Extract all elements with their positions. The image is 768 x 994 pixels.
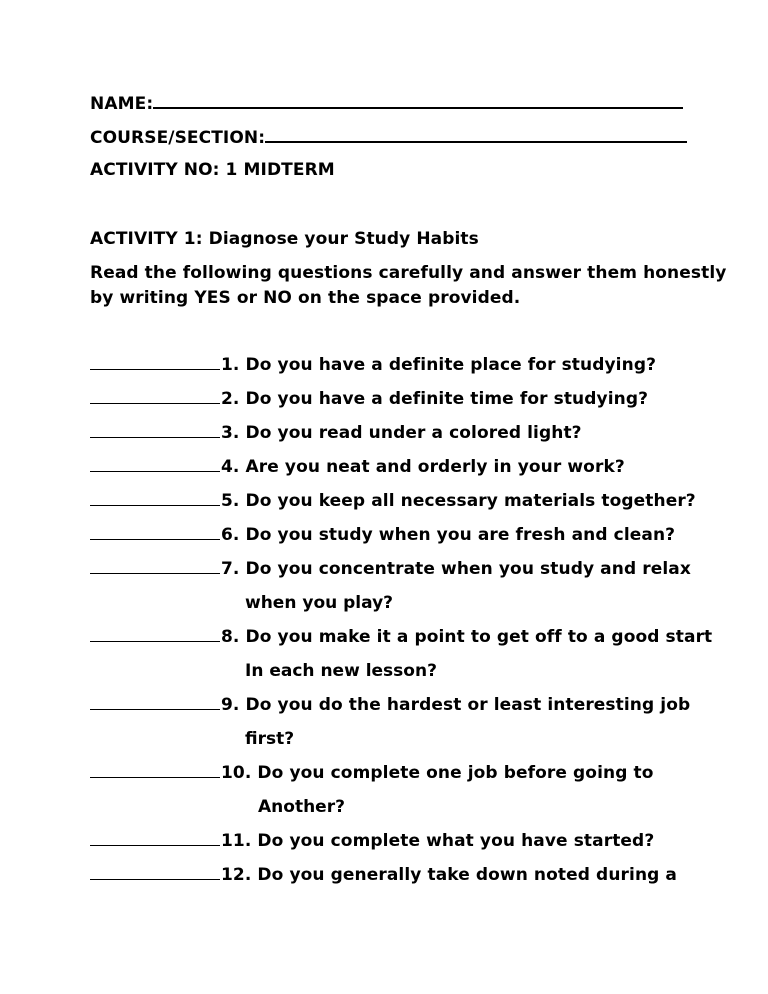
- question-row: [90, 626, 712, 648]
- question-text: 3. Do you read under a colored light?: [221, 423, 582, 443]
- name-label: NAME:: [90, 94, 154, 114]
- instruction-line-1: Read the following questions carefully and answer them honestly: [90, 263, 727, 283]
- question-continuation: In each new lesson?: [245, 661, 437, 681]
- answer-blank[interactable]: [90, 864, 220, 880]
- answer-blank[interactable]: [90, 388, 220, 404]
- question-row: [90, 558, 691, 580]
- question-row: [90, 388, 648, 410]
- answer-blank[interactable]: [90, 524, 220, 540]
- answer-blank[interactable]: [90, 694, 220, 710]
- question-row: [90, 830, 654, 852]
- question-row: [90, 422, 582, 444]
- answer-blank[interactable]: [90, 456, 220, 472]
- question-text: 2. Do you have a definite time for studying?: [221, 389, 649, 409]
- question-row: [90, 762, 654, 784]
- question-text: 1. Do you have a definite place for studying?: [221, 355, 657, 375]
- answer-blank[interactable]: [90, 558, 220, 574]
- course-label: COURSE/SECTION:: [90, 128, 266, 148]
- answer-blank[interactable]: [90, 422, 220, 438]
- name-field[interactable]: [153, 92, 683, 109]
- question-text: 6. Do you study when you are fresh and clean?: [221, 525, 676, 545]
- question-text: 8. Do you make it a point to get off to a good start: [221, 627, 713, 647]
- activity-title: ACTIVITY 1: Diagnose your Study Habits: [90, 229, 479, 249]
- activity-number: ACTIVITY NO: 1 MIDTERM: [90, 160, 335, 180]
- question-row: [90, 354, 656, 376]
- course-row: [90, 126, 687, 149]
- answer-blank[interactable]: [90, 626, 220, 642]
- question-text: 5. Do you keep all necessary materials together?: [221, 491, 696, 511]
- answer-blank[interactable]: [90, 762, 220, 778]
- question-row: [90, 694, 690, 716]
- course-field[interactable]: [265, 126, 687, 143]
- answer-blank[interactable]: [90, 490, 220, 506]
- question-text: 11. Do you complete what you have started?: [221, 831, 655, 851]
- question-row: [90, 456, 625, 478]
- instruction-line-2: by writing YES or NO on the space provided.: [90, 288, 521, 308]
- question-text: 7. Do you concentrate when you study and relax: [221, 559, 691, 579]
- question-continuation: first?: [245, 729, 295, 749]
- question-text: 9. Do you do the hardest or least interesting job: [221, 695, 691, 715]
- question-text: 4. Are you neat and orderly in your work?: [221, 457, 625, 477]
- question-continuation: Another?: [258, 797, 345, 817]
- question-continuation: when you play?: [245, 593, 394, 613]
- name-row: [90, 92, 683, 115]
- question-row: [90, 864, 677, 886]
- answer-blank[interactable]: [90, 830, 220, 846]
- question-row: [90, 524, 675, 546]
- question-text: 10. Do you complete one job before going to: [221, 763, 654, 783]
- answer-blank[interactable]: [90, 354, 220, 370]
- question-row: [90, 490, 696, 512]
- question-text: 12. Do you generally take down noted during a: [221, 865, 678, 885]
